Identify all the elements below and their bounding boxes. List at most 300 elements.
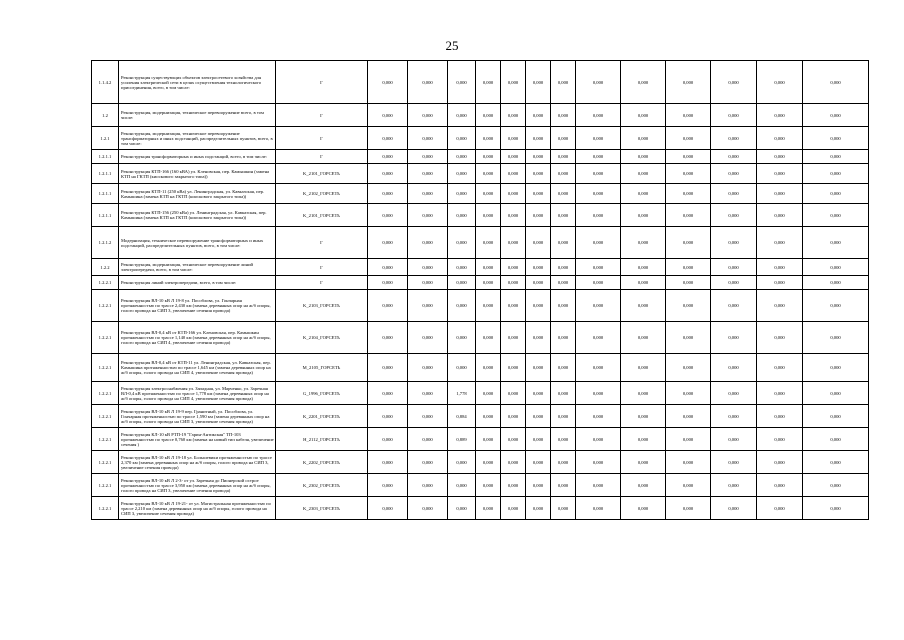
value-cell: 0,000 — [551, 276, 576, 290]
row-code: Г — [276, 104, 368, 127]
value-cell: 0,000 — [476, 290, 501, 322]
value-cell: 0,000 — [501, 474, 526, 497]
value-cell: 0,000 — [408, 354, 448, 382]
row-code: M_2105_ГОРСЕТЬ — [276, 354, 368, 382]
value-cell: 0,000 — [526, 276, 551, 290]
row-description: Реконструкция ВЛ-10 кВ Л 2-3- от ул. Заречная до Пионерской острое протяженностью по трассе 3,950 км (замена деревянных опор на ж/б опоры, голого провода на СИП 3, увеличение сечения провода) — [119, 474, 276, 497]
value-cell: 0,000 — [448, 61, 476, 104]
value-cell: 0,000 — [757, 276, 803, 290]
table-body — [92, 61, 869, 520]
value-cell: 0,000 — [368, 322, 408, 354]
value-cell: 0,000 — [621, 382, 666, 405]
value-cell: 0,000 — [448, 451, 476, 474]
value-cell: 0,000 — [476, 322, 501, 354]
value-cell: 0,000 — [666, 164, 711, 184]
value-cell: 0,000 — [803, 259, 869, 276]
value-cell: 0,000 — [476, 164, 501, 184]
table-row — [92, 259, 869, 276]
value-cell: 0,000 — [408, 276, 448, 290]
value-cell: 0,000 — [408, 127, 448, 150]
value-cell: 0,000 — [501, 150, 526, 164]
value-cell: 0,000 — [757, 104, 803, 127]
row-code: K_2102_ГОРСЕТЬ — [276, 184, 368, 204]
value-cell: 0,000 — [666, 104, 711, 127]
row-description: Реконструкция, модернизация, техническое перевооружение всего, в том числе: — [119, 104, 276, 127]
value-cell: 0,000 — [576, 104, 621, 127]
table-row — [92, 497, 869, 520]
row-code: Г — [276, 150, 368, 164]
value-cell: 0,000 — [551, 150, 576, 164]
value-cell: 0,000 — [501, 497, 526, 520]
row-code: K_2302_ГОРСЕТЬ — [276, 474, 368, 497]
value-cell: 0,000 — [476, 451, 501, 474]
value-cell: 0,000 — [408, 227, 448, 259]
value-cell: 0,000 — [448, 322, 476, 354]
value-cell: 0,000 — [551, 497, 576, 520]
value-cell: 0,000 — [501, 290, 526, 322]
page-number: 25 — [445, 38, 459, 53]
value-cell: 0,000 — [803, 474, 869, 497]
value-cell: 0,000 — [501, 184, 526, 204]
value-cell: 0,000 — [711, 259, 757, 276]
value-cell: 0,000 — [526, 382, 551, 405]
value-cell: 0,000 — [526, 451, 551, 474]
value-cell: 0,000 — [551, 382, 576, 405]
row-description: Реконструкция электроснабжения ул. Западная, ул. Марченко, ул. Заречная ВЛ-0,4 кВ протяженностью по трассе 1,778 км (замена деревянных опор на ж/б опоры, голого провода на СИП 4, увеличение сечения провода) — [119, 382, 276, 405]
value-cell: 0,000 — [448, 259, 476, 276]
value-cell: 0,000 — [576, 322, 621, 354]
value-cell: 0,000 — [621, 61, 666, 104]
value-cell: 0,000 — [621, 204, 666, 227]
value-cell: 0,000 — [666, 405, 711, 428]
value-cell: 0,000 — [576, 204, 621, 227]
row-code: K_2104_ГОРСЕТЬ — [276, 322, 368, 354]
value-cell: 0,000 — [666, 276, 711, 290]
row-code: Г — [276, 61, 368, 104]
value-cell: 0,000 — [576, 150, 621, 164]
value-cell: 0,000 — [757, 382, 803, 405]
value-cell: 0,000 — [803, 127, 869, 150]
value-cell: 0,000 — [476, 382, 501, 405]
value-cell: 0,000 — [476, 497, 501, 520]
value-cell: 0,000 — [476, 127, 501, 150]
value-cell: 0,000 — [368, 354, 408, 382]
table-row — [92, 227, 869, 259]
row-description: Реконструкция КТП-156 (250 кВа) ул. Ленинградская, ул. Кавказская, пер. Камышина (замена КТП на ГКТП (киоскового закрытого типа)) — [119, 204, 276, 227]
row-code: K_2103_ГОРСЕТЬ — [276, 290, 368, 322]
value-cell: 0,000 — [476, 227, 501, 259]
value-cell: 0,000 — [757, 164, 803, 184]
value-cell: 0,000 — [408, 184, 448, 204]
value-cell: 0,000 — [803, 290, 869, 322]
row-number: 1.2.1.2 — [92, 227, 119, 259]
table-row — [92, 382, 869, 405]
value-cell: 0,000 — [368, 259, 408, 276]
value-cell: 0,000 — [408, 104, 448, 127]
row-description: Реконструкция, модернизация, техническое перевооружение трансформаторных и иных подстанций, распределительных пунктов, всего, в том числе: — [119, 127, 276, 150]
value-cell: 0,000 — [621, 104, 666, 127]
row-description: Реконструкция ВЛ-0,4 кВ от КТП-11 ул. Ленинградская, ул. Кавказская, пер. Камышина протяженностью по трассе 1,645 км (замена деревянных опор на ж/б опоры, голого провода на СИП 4, увеличение сечения провода) — [119, 354, 276, 382]
value-cell: 0,000 — [448, 276, 476, 290]
value-cell: 0,000 — [711, 354, 757, 382]
value-cell: 0,000 — [757, 428, 803, 451]
value-cell: 0,000 — [368, 204, 408, 227]
value-cell: 0,000 — [621, 184, 666, 204]
value-cell: 0,000 — [803, 150, 869, 164]
value-cell: 0,000 — [803, 354, 869, 382]
value-cell: 0,000 — [526, 474, 551, 497]
value-cell: 0,000 — [526, 428, 551, 451]
value-cell: 0,000 — [666, 382, 711, 405]
row-number: 1.2.2.1 — [92, 382, 119, 405]
value-cell: 0,000 — [368, 290, 408, 322]
value-cell: 0,000 — [576, 497, 621, 520]
row-code: K_2101_ГОРСЕТЬ — [276, 204, 368, 227]
value-cell: 0,000 — [576, 184, 621, 204]
value-cell: 0,000 — [711, 290, 757, 322]
value-cell: 0,000 — [551, 184, 576, 204]
value-cell: 0,000 — [576, 127, 621, 150]
value-cell: 0,000 — [576, 428, 621, 451]
value-cell: 0,000 — [711, 451, 757, 474]
row-description: Реконструкция ВЛ-10 кВ Л 19-9 пер. Гранитный, ул. Пособлова, ул. Гончарная протяженностью по трассе 1,590 км (замена деревянных опор на ж/б опоры, голого провода на СИП 3, увеличение сечения провода) — [119, 405, 276, 428]
value-cell: 0,000 — [757, 322, 803, 354]
row-description: Реконструкция ВЛ-0,4 кВ от КТП-166 ул. Кленовская, пер. Камышкин протяженностью по трассе 1,140 км (замена деревянных опор на ж/б опоры, голого провода на СИП 4, увеличение сечения провода) — [119, 322, 276, 354]
value-cell: 0,000 — [551, 61, 576, 104]
row-description: Модернизация, техническое перевооружение трансформаторных и иных подстанций, распределительных пунктов, всего, в том числе: — [119, 227, 276, 259]
table-row — [92, 127, 869, 150]
value-cell: 0,000 — [368, 474, 408, 497]
value-cell: 0,000 — [551, 322, 576, 354]
row-description: Реконструкция линий электропередачи, всего, в том числе: — [119, 276, 276, 290]
row-description: Реконструкция ВЛ-10 кВ Л 19-18 ул. Большевики протяженностью по трассе 2,370 км (замена деревянных опор на ж/б опоры, голого провода на СИП 3, увеличение сечения провода) — [119, 451, 276, 474]
value-cell: 0,000 — [526, 127, 551, 150]
row-code: Г — [276, 259, 368, 276]
value-cell: 0,000 — [368, 405, 408, 428]
value-cell: 0,000 — [501, 227, 526, 259]
value-cell: 0,000 — [408, 290, 448, 322]
value-cell: 0,000 — [621, 259, 666, 276]
table-row — [92, 104, 869, 127]
value-cell: 0,000 — [803, 322, 869, 354]
value-cell: 0,000 — [576, 290, 621, 322]
value-cell: 0,000 — [666, 290, 711, 322]
value-cell: 0,000 — [448, 184, 476, 204]
value-cell: 0,000 — [803, 61, 869, 104]
value-cell: 0,000 — [711, 61, 757, 104]
value-cell: 0,000 — [368, 227, 408, 259]
value-cell: 0,000 — [803, 451, 869, 474]
value-cell: 0,000 — [476, 61, 501, 104]
value-cell: 0,000 — [476, 184, 501, 204]
row-description: Реконструкция КТП-166 (160 кВА) ул. Кленовская, пер. Камышкин (замена КТП на ГКТП (киоскового закрытого типа)) — [119, 164, 276, 184]
value-cell: 0,000 — [757, 150, 803, 164]
value-cell: 0,000 — [551, 204, 576, 227]
value-cell: 0,000 — [526, 322, 551, 354]
value-cell: 0,000 — [666, 497, 711, 520]
value-cell: 0,000 — [711, 497, 757, 520]
value-cell: 0,000 — [448, 354, 476, 382]
value-cell: 0,000 — [666, 184, 711, 204]
value-cell: 0,000 — [368, 164, 408, 184]
value-cell: 0,000 — [408, 428, 448, 451]
value-cell: 0,000 — [711, 204, 757, 227]
row-description: Реконструкция трансформаторных и иных подстанций, всего, в том числе: — [119, 150, 276, 164]
row-number: 1.2.1.1 — [92, 204, 119, 227]
value-cell: 0,000 — [621, 322, 666, 354]
row-number: 1.2.2.1 — [92, 322, 119, 354]
value-cell: 0,000 — [666, 227, 711, 259]
value-cell: 0,000 — [526, 354, 551, 382]
value-cell: 0,000 — [803, 204, 869, 227]
value-cell: 0,000 — [368, 150, 408, 164]
value-cell: 0,000 — [803, 276, 869, 290]
value-cell: 0,000 — [803, 497, 869, 520]
value-cell: 0,000 — [476, 204, 501, 227]
value-cell: 0,000 — [757, 204, 803, 227]
row-number: 1.2 — [92, 104, 119, 127]
value-cell: 0,000 — [476, 150, 501, 164]
value-cell: 0,000 — [666, 322, 711, 354]
value-cell: 0,000 — [448, 127, 476, 150]
value-cell: 0,000 — [621, 127, 666, 150]
row-description: Реконструкция ВЛ-10 кВ Л 19-21- от ул. Магистральная протяженностью по трассе 2,210 км (замена деревянных опор на ж/б опоры, голого провода на СИП 3, увеличение сечения провода) — [119, 497, 276, 520]
value-cell: 0,000 — [711, 382, 757, 405]
row-code: K_2101_ГОРСЕТЬ — [276, 164, 368, 184]
value-cell: 0,000 — [803, 405, 869, 428]
value-cell: 0,000 — [448, 150, 476, 164]
value-cell: 0,000 — [576, 474, 621, 497]
value-cell: 0,000 — [621, 227, 666, 259]
value-cell: 0,000 — [448, 204, 476, 227]
value-cell: 0,000 — [551, 451, 576, 474]
value-cell: 0,000 — [408, 204, 448, 227]
row-code: Г — [276, 127, 368, 150]
row-number: 1.2.2.1 — [92, 276, 119, 290]
value-cell: 0,000 — [408, 164, 448, 184]
value-cell: 0,000 — [803, 164, 869, 184]
value-cell: 0,000 — [526, 405, 551, 428]
value-cell: 0,000 — [501, 428, 526, 451]
value-cell: 0,000 — [368, 276, 408, 290]
table-row — [92, 405, 869, 428]
row-code: G_1996_ГОРСЕТЬ — [276, 382, 368, 405]
value-cell: 0,000 — [501, 451, 526, 474]
value-cell: 0,000 — [501, 127, 526, 150]
value-cell: 0,000 — [408, 259, 448, 276]
value-cell: 0,000 — [408, 497, 448, 520]
row-code: K_2303_ГОРСЕТЬ — [276, 497, 368, 520]
value-cell: 0,000 — [551, 259, 576, 276]
value-cell: 0,000 — [408, 451, 448, 474]
value-cell: 0,000 — [501, 276, 526, 290]
row-code: Г — [276, 227, 368, 259]
value-cell: 0,000 — [757, 451, 803, 474]
value-cell: 0,000 — [666, 354, 711, 382]
row-description: Реконструкция ВЛ-10 кВ Л 19-8 ул. Пособлова, ул. Гончарная протяженностью по трассе 2,430 км (замена деревянных опор на ж/б опоры, голого провода на СИП 3, увеличение сечения провода) — [119, 290, 276, 322]
row-number: 1.2.2.1 — [92, 451, 119, 474]
value-cell: 0,000 — [476, 104, 501, 127]
value-cell: 0,000 — [666, 259, 711, 276]
value-cell: 0,000 — [576, 227, 621, 259]
value-cell: 0,000 — [526, 61, 551, 104]
value-cell: 0,000 — [551, 104, 576, 127]
value-cell: 0,000 — [757, 184, 803, 204]
table-row — [92, 451, 869, 474]
value-cell: 0,000 — [711, 150, 757, 164]
value-cell: 0,000 — [551, 405, 576, 428]
value-cell: 0,000 — [711, 227, 757, 259]
value-cell: 0,000 — [476, 405, 501, 428]
value-cell: 0,000 — [551, 164, 576, 184]
value-cell: 0,000 — [526, 164, 551, 184]
value-cell: 0,000 — [621, 474, 666, 497]
value-cell: 0,000 — [501, 259, 526, 276]
row-code: K_2202_ГОРСЕТЬ — [276, 451, 368, 474]
value-cell: 0,000 — [757, 127, 803, 150]
row-code: H_2112_ГОРСЕТЬ — [276, 428, 368, 451]
value-cell: 0,000 — [621, 276, 666, 290]
value-cell: 0,000 — [476, 259, 501, 276]
value-cell: 0,000 — [711, 428, 757, 451]
value-cell: 0,000 — [711, 104, 757, 127]
row-code: K_2201_ГОРСЕТЬ — [276, 405, 368, 428]
value-cell: 0,000 — [666, 474, 711, 497]
value-cell: 0,000 — [621, 451, 666, 474]
value-cell: 0,000 — [476, 428, 501, 451]
table-row — [92, 354, 869, 382]
value-cell: 0,000 — [711, 127, 757, 150]
value-cell: 0,000 — [448, 290, 476, 322]
value-cell: 0,000 — [526, 259, 551, 276]
value-cell: 0,000 — [803, 382, 869, 405]
value-cell: 0,000 — [551, 474, 576, 497]
row-description: Реконструкция КТП-11 (250 кВа) ул. Ленинградская, ул. Кавказская, пер. Камышина (замена КТП на ГКТП (киоскового закрытого типа)) — [119, 184, 276, 204]
value-cell: 0,000 — [576, 451, 621, 474]
value-cell: 0,000 — [448, 104, 476, 127]
table-row — [92, 276, 869, 290]
value-cell: 0,000 — [621, 150, 666, 164]
value-cell: 0,000 — [621, 290, 666, 322]
value-cell: 0,000 — [666, 61, 711, 104]
row-number: 1.2.2.1 — [92, 354, 119, 382]
row-description: Реконструкция КЛ-10 кВ РТП-19 "Гарин-Антикская" ТП-103 протяженностью по трассе 0,760 км (замена на новый тип кабеля, увеличение сечения ) — [119, 428, 276, 451]
value-cell: 0,000 — [666, 127, 711, 150]
value-cell: 0,000 — [448, 164, 476, 184]
row-description: Реконструкция существующих объектов электросетевого хозяйства для усиления электрической сети в целях осуществления технологического присоединения, всего, в том числе: — [119, 61, 276, 104]
value-cell: 0,000 — [501, 164, 526, 184]
value-cell: 0,000 — [476, 276, 501, 290]
value-cell: 0,000 — [757, 354, 803, 382]
row-number: 1.2.2.1 — [92, 290, 119, 322]
table-row — [92, 428, 869, 451]
value-cell: 0,000 — [408, 150, 448, 164]
value-cell: 0,000 — [576, 405, 621, 428]
value-cell: 0,000 — [368, 497, 408, 520]
value-cell: 0,000 — [803, 428, 869, 451]
value-cell: 0,000 — [576, 276, 621, 290]
value-cell: 0,000 — [501, 204, 526, 227]
value-cell: 0,000 — [448, 474, 476, 497]
row-code: Г — [276, 276, 368, 290]
value-cell: 0,000 — [526, 204, 551, 227]
value-cell: 0,000 — [621, 497, 666, 520]
table-row — [92, 61, 869, 104]
value-cell: 0,000 — [621, 405, 666, 428]
row-number: 1.2.1 — [92, 127, 119, 150]
value-cell: 0,000 — [448, 227, 476, 259]
value-cell: 0,000 — [711, 184, 757, 204]
value-cell: 0,000 — [551, 127, 576, 150]
value-cell: 0,000 — [368, 451, 408, 474]
row-number: 1.2.2.1 — [92, 497, 119, 520]
value-cell: 0,000 — [526, 150, 551, 164]
value-cell: 0,000 — [408, 382, 448, 405]
row-number: 1.2.2.1 — [92, 474, 119, 497]
value-cell: 0,000 — [551, 354, 576, 382]
value-cell: 0,000 — [551, 290, 576, 322]
table-row — [92, 290, 869, 322]
value-cell: 0,000 — [501, 104, 526, 127]
value-cell: 0,000 — [501, 322, 526, 354]
value-cell: 0,000 — [711, 322, 757, 354]
value-cell: 0,000 — [576, 354, 621, 382]
table-row — [92, 204, 869, 227]
value-cell: 0,000 — [666, 428, 711, 451]
value-cell: 0,000 — [368, 428, 408, 451]
value-cell: 0,000 — [757, 259, 803, 276]
value-cell: 1,778 — [448, 382, 476, 405]
table-row — [92, 322, 869, 354]
value-cell: 0,000 — [803, 227, 869, 259]
value-cell: 0,000 — [526, 290, 551, 322]
value-cell: 0,000 — [368, 184, 408, 204]
value-cell: 0,000 — [368, 382, 408, 405]
row-description: Реконструкция, модернизация, техническое перевооружение линий электропередачи, всего, в том числе: — [119, 259, 276, 276]
value-cell: 0,000 — [711, 164, 757, 184]
value-cell: 0,000 — [526, 104, 551, 127]
row-number: 1.2.2.1 — [92, 405, 119, 428]
value-cell: 0,000 — [803, 184, 869, 204]
value-cell: 0,000 — [368, 104, 408, 127]
row-number: 1.2.2.1 — [92, 428, 119, 451]
value-cell: 0,000 — [501, 354, 526, 382]
value-cell: 0,000 — [368, 61, 408, 104]
value-cell: 0,000 — [576, 382, 621, 405]
value-cell: 0,000 — [551, 428, 576, 451]
value-cell: 0,000 — [711, 474, 757, 497]
table-row — [92, 474, 869, 497]
data-table — [91, 60, 869, 520]
value-cell: 0,000 — [526, 497, 551, 520]
row-number: 1.1.4.2 — [92, 61, 119, 104]
value-cell: 0,000 — [526, 227, 551, 259]
table-row — [92, 150, 869, 164]
value-cell: 0,000 — [757, 497, 803, 520]
value-cell: 0,000 — [408, 61, 448, 104]
value-cell: 0,000 — [501, 61, 526, 104]
value-cell: 0,000 — [666, 204, 711, 227]
row-number: 1.2.1.1 — [92, 150, 119, 164]
value-cell: 0,000 — [368, 127, 408, 150]
value-cell: 0,000 — [666, 150, 711, 164]
value-cell: 0,000 — [476, 474, 501, 497]
value-cell: 0,000 — [501, 405, 526, 428]
row-number: 1.2.2 — [92, 259, 119, 276]
row-number: 1.2.1.1 — [92, 184, 119, 204]
row-number: 1.2.1.1 — [92, 164, 119, 184]
value-cell: 0,000 — [476, 354, 501, 382]
